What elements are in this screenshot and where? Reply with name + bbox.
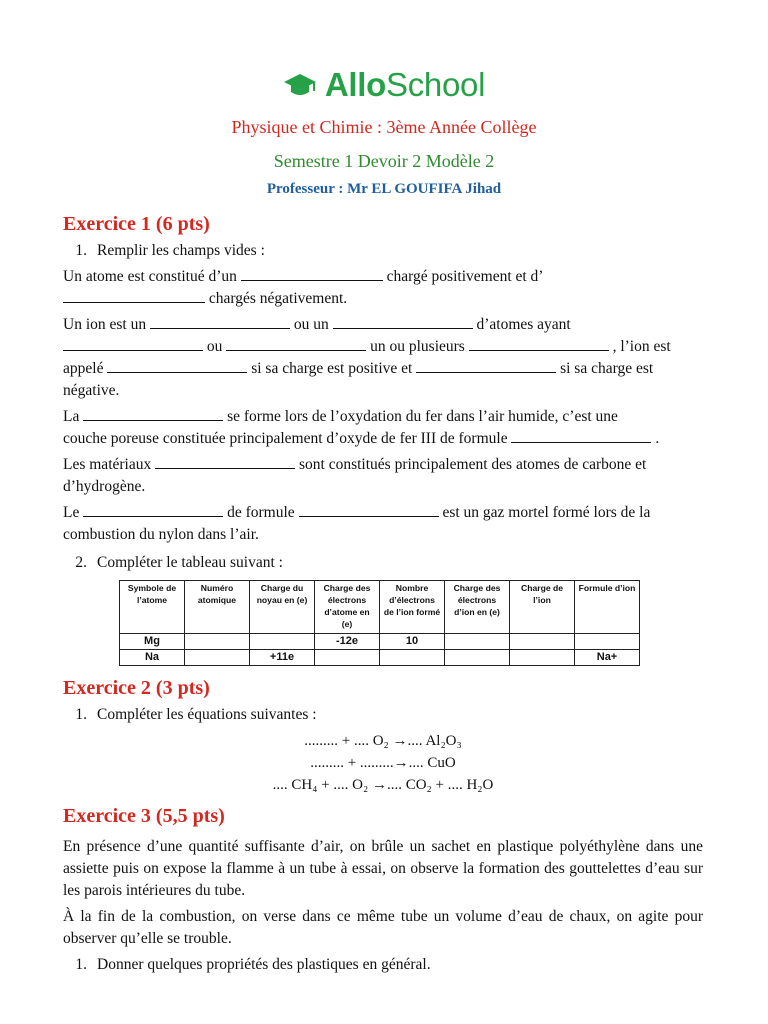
blank-field[interactable] <box>226 336 366 351</box>
ex3-question-1: 1. Donner quelques propriétés des plastiques en général. <box>75 956 431 973</box>
blank-field[interactable] <box>63 336 203 351</box>
blank-field[interactable] <box>155 454 295 469</box>
table-cell: 10 <box>380 634 445 650</box>
logo-text: AlloSchool <box>324 66 486 103</box>
table-cell[interactable] <box>445 634 510 650</box>
alloschool-logo[interactable] <box>0 66 768 110</box>
table-cell: +11e <box>250 650 315 666</box>
ex3-paragraph-1: En présence d’une quantité suffisante d’air, on brûle un sachet en plastique polyéthylène dans une assiette puis on expose la flamme à un tube à essai, on observe la formation des gouttelettes d’eau sur les parois intérieures du tube. <box>63 838 703 899</box>
table-header: Charge des électrons d’ion en (e) <box>445 581 510 634</box>
blank-field[interactable] <box>333 314 473 329</box>
table-header: Formule d’ion <box>575 581 640 634</box>
table-cell[interactable] <box>185 650 250 666</box>
table-cell[interactable] <box>315 650 380 666</box>
table-cell[interactable] <box>380 650 445 666</box>
table-cell[interactable] <box>445 650 510 666</box>
equation-3: .... CH₄ + .... O₂ →.... CO₂ + .... H₂O <box>272 777 494 793</box>
table-cell[interactable] <box>510 634 575 650</box>
exercise-3-title: Exercice 3 (5,5 pts) <box>63 805 225 827</box>
table-cell: Na+ <box>575 650 640 666</box>
document-content <box>63 208 703 976</box>
atom-ion-table-wrapper <box>119 580 703 666</box>
blank-field[interactable] <box>83 502 223 517</box>
table-cell[interactable] <box>250 634 315 650</box>
professor-name: Professeur : Mr EL GOUFIFA Jihad <box>266 181 502 197</box>
blank-field[interactable] <box>83 406 223 421</box>
ex1-paragraph-2: Un ion est un ou un d’atomes ayant ou un ou plusieurs , l’ion est appelé si sa charge est positive et si sa charge est négative. <box>63 316 671 399</box>
ex1-paragraph-1: Un atome est constitué d’un chargé positivement et d’ chargés négativement. <box>63 268 544 307</box>
table-header-row <box>120 581 640 634</box>
table-cell: Mg <box>120 634 185 650</box>
table-header: Nombre d’électrons de l’ion formé <box>380 581 445 634</box>
table-cell[interactable] <box>185 634 250 650</box>
exercise-2-title: Exercice 2 (3 pts) <box>63 677 210 699</box>
blank-field[interactable] <box>511 428 651 443</box>
table-cell[interactable] <box>510 650 575 666</box>
table-row <box>120 634 640 650</box>
ex1-question-1: 1. Remplir les champs vides : <box>75 242 265 259</box>
document-subtitle: Semestre 1 Devoir 2 Modèle 2 <box>273 151 495 171</box>
blank-field[interactable] <box>63 288 205 303</box>
table-header: Charge de l’ion <box>510 581 575 634</box>
ex1-paragraph-3: La se forme lors de l’oxydation du fer dans l’air humide, c’est une couche poreuse constituée principalement d’oxyde de fer III de formule . <box>63 408 660 447</box>
ex1-paragraph-5: Le de formule est un gaz mortel formé lors de la combustion du nylon dans l’air. <box>63 504 651 543</box>
ex2-question-1: 1. Compléter les équations suivantes : <box>75 706 317 723</box>
table-row <box>120 650 640 666</box>
table-header: Numéro atomique <box>185 581 250 634</box>
blank-field[interactable] <box>299 502 439 517</box>
equation-1: ......... + .... O₂ →.... Al₂O₃ <box>304 733 462 749</box>
ex3-paragraph-2: À la fin de la combustion, on verse dans ce même tube un volume d’eau de chaux, on agite pour observer qu’elle se trouble. <box>63 908 703 947</box>
atom-ion-table <box>119 580 640 666</box>
blank-field[interactable] <box>469 336 609 351</box>
table-cell: Na <box>120 650 185 666</box>
document-title: Physique et Chimie : 3ème Année Collège <box>231 117 537 137</box>
blank-field[interactable] <box>416 358 556 373</box>
table-cell[interactable] <box>575 634 640 650</box>
blank-field[interactable] <box>241 266 383 281</box>
table-cell: -12e <box>315 634 380 650</box>
ex1-question-2: 2. Compléter le tableau suivant : <box>75 554 283 571</box>
table-header: Charge du noyau en (e) <box>250 581 315 634</box>
equation-2: ......... + .........→.... CuO <box>310 755 456 771</box>
blank-field[interactable] <box>150 314 290 329</box>
blank-field[interactable] <box>107 358 247 373</box>
graduation-cap-icon <box>283 72 317 98</box>
table-header: Charge des électrons d’atome en (e) <box>315 581 380 634</box>
ex1-paragraph-4: Les matériaux sont constitués principalement des atomes de carbone et d’hydrogène. <box>63 456 647 495</box>
table-header: Symbole de l’atome <box>120 581 185 634</box>
exercise-1-title: Exercice 1 (6 pts) <box>63 213 210 235</box>
